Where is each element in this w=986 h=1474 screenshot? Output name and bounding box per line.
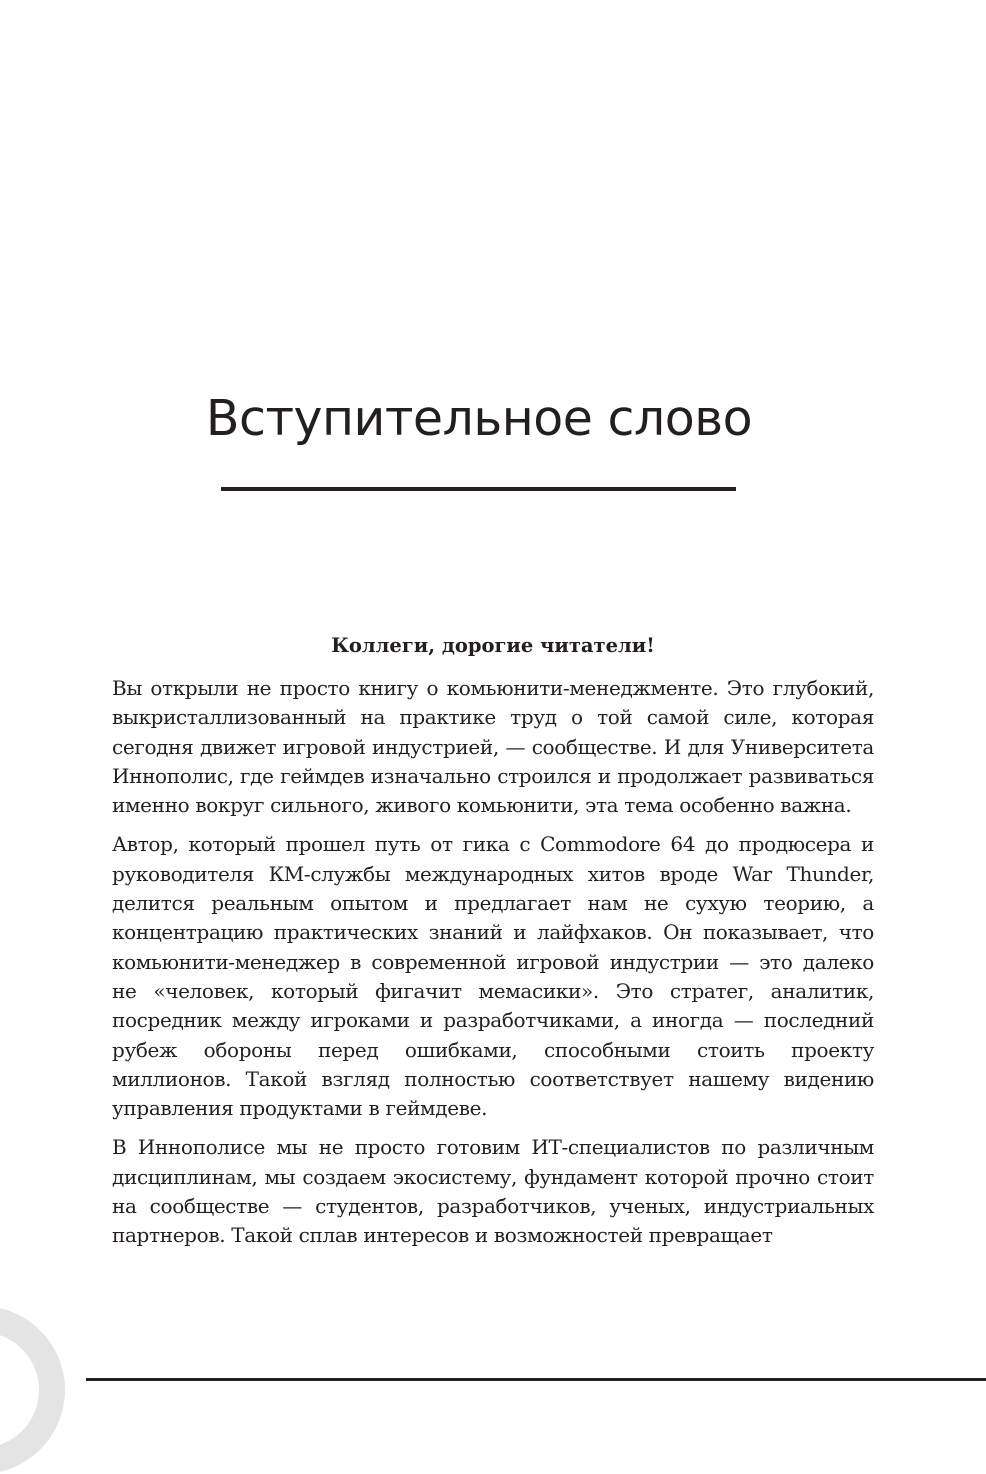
paragraph-3: В Иннополисе мы не просто готовим ИТ-специалистов по различным дисциплинам, мы создаем экосистему, фундамент которой прочно стоит на сообществе — студентов, разработчиков, ученых, индустриальных партнеров. Такой сплав интересов и возможностей превращает	[112, 1135, 874, 1248]
paragraph-1: Вы открыли не просто книгу о комьюнити-менеджменте. Это глубокий, выкристаллизованный на практике труд о той самой силе, которая сегодня движет игровой индустрией, — сообществе. И для Университета Иннополис, где геймдев изначально строился и продолжает развиваться именно вокруг сильного, живого комьюнити, эта тема особенно важна.	[112, 676, 874, 818]
footer-rule	[86, 1378, 986, 1381]
body-text	[112, 674, 874, 1261]
paragraph-2: Автор, который прошел путь от гика с Commodore 64 до продюсера и руководителя КМ-службы международных хитов вроде War Thunder, делится реальным опытом и предлагает нам не сухую теорию, а концентрацию практических знаний и лайфхаков. Он показывает, что комьюнити-менеджер в современной игровой индустрии — это далеко не «человек, который фигачит мемасики». Это стратег, аналитик, посредник между игроками и разработчиками, а иногда — последний рубеж обороны перед ошибками, способными стоить проекту миллионов. Такой взгляд полностью соответствует нашему видению управления продуктами в геймдеве.	[112, 832, 874, 1121]
corner-ring-decoration	[0, 1306, 65, 1474]
title-underline	[221, 487, 736, 491]
chapter-title: Вступительное слово	[205, 390, 753, 447]
greeting-heading: Коллеги, дорогие читатели!	[331, 634, 655, 657]
